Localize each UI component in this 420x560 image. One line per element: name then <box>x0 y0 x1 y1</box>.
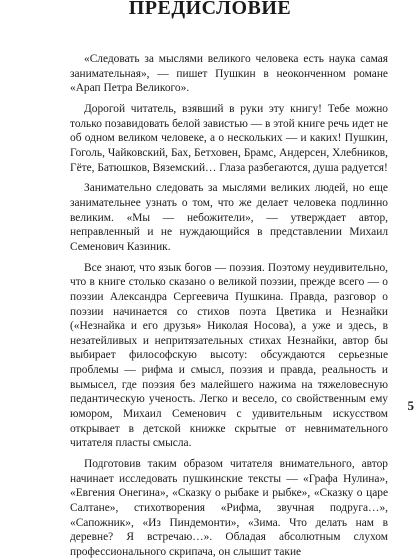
paragraph-1: «Следовать за мыслями великого человека есть наука самая занимательная», — пишет Пушкин в неоконченном романе «Арап Петра Великого». <box>70 53 388 95</box>
paragraph-3: Занимательно следовать за мыслями великих людей, но еще занимательнее узнать о том, что же делает человека подлинно великим. «Мы — небожители», — утверждает автор, неправленный и не нуждающийся в представлении Михаил Семенович Казиник. <box>70 182 388 253</box>
paragraph-5: Подготовив таким образом читателя внимательного, автор начинает исследовать пушкинские тексты — «Графа Нулина», «Евгения Онегина», «Сказку о рыбаке и рыбке», «Сказку о царе Салтане», стихотворения «Рифма, звучная подруга…», «Сапожник», «Из Пиндемонти», «Зима. Что делать нам в деревне? Я встречаю…». Обладая абсолютным слухом профессионального скрипача, он слышит такие <box>70 458 388 558</box>
body-text <box>70 52 388 560</box>
paragraph-4: Все знают, что язык богов — поэзия. Поэтому неудивительно, что в книге столько сказано о великой поэзии, прежде всего — о поэзии Александра Сергеевича Пушкина. Правда, разговор о поэзии начинается со стихов поэта Цветика и Незнайки («Незнайка и его друзья» Николая Носова), а уже и здесь, в незатейливых и непритязательных стихах Незнайки, автор бы выбирает философскую высоту: обсуждаются серьезные проблемы — рифма и смысл, поэзия и правда, реальность и вымысел, где поэзия без малейшего нажима на тяжеловесную педантическую ученость. Легко и весело, со свойственным ему юмором, Михаил Семенович с удивительным искусством открывает в детской книжке скрытые от невнимательного читателя пласты смысла. <box>70 261 388 450</box>
paragraph-2: Дорогой читатель, взявший в руки эту книгу! Тебе можно только позавидовать белой завистью — в этой книге речь идет не об одном великом человеке, а о нескольких — и каких! Пушкин, Гоголь, Чайковский, Бах, Бетховен, Брамс, Андерсен, Хлебников, Гёте, Батюшков, Вяземский… Глаза разбегаются, душа радуется! <box>70 102 388 174</box>
page-number: 5 <box>407 398 414 413</box>
page-title: ПРЕДИСЛОВИЕ <box>128 0 292 19</box>
